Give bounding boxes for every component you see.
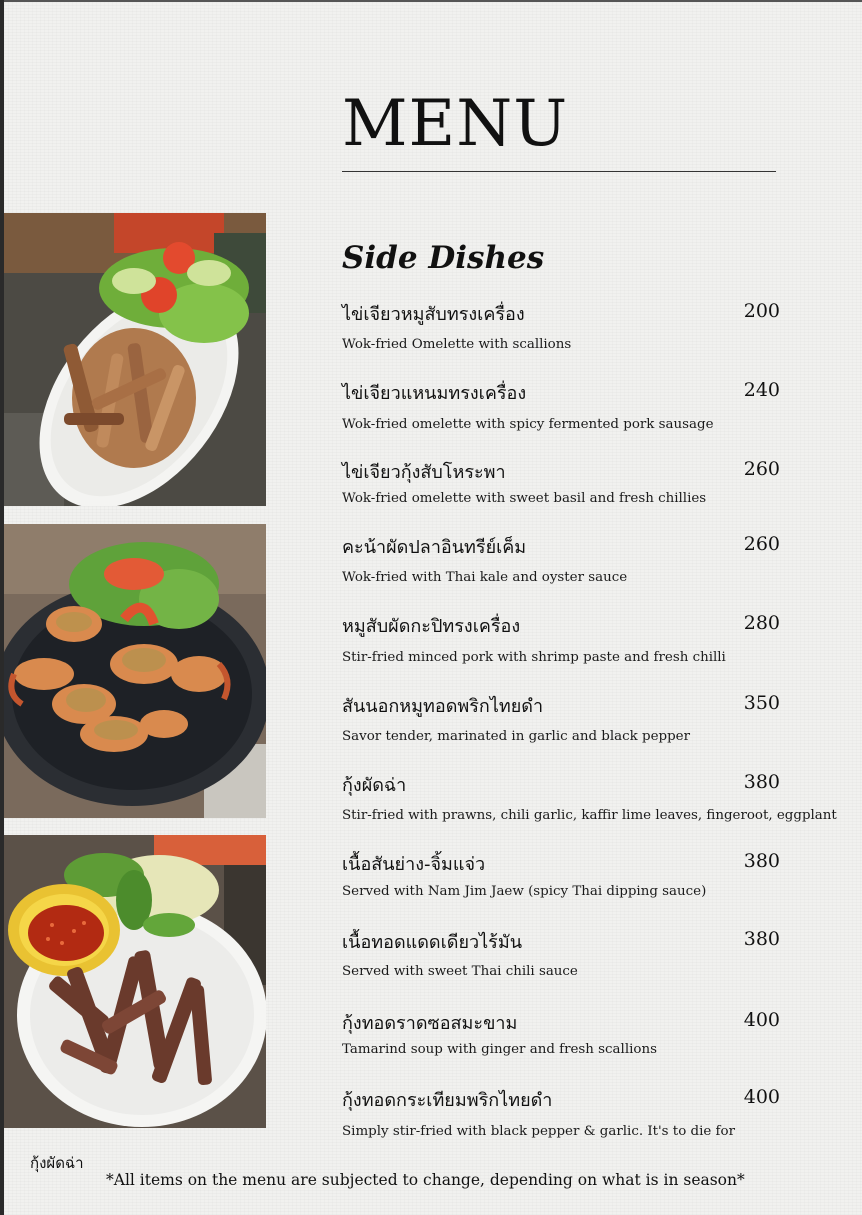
item-price: 260: [743, 458, 780, 480]
item-name: เนื้อทอดแดดเดียวไร้มัน: [342, 932, 522, 953]
title-divider: [342, 171, 776, 172]
item-desc: Savor tender, marinated in garlic and black pepper: [342, 729, 690, 744]
item-desc: Wok-fried omelette with spicy fermented pork sausage: [342, 417, 714, 432]
item-price: 280: [743, 612, 780, 634]
item-price: 380: [743, 771, 780, 793]
section-title: Side Dishes: [342, 240, 545, 276]
item-desc: Served with Nam Jim Jaew (spicy Thai dipping sauce): [342, 884, 707, 899]
item-price: 200: [743, 300, 780, 322]
page-top-edge: [0, 0, 862, 2]
item-price: 400: [743, 1009, 780, 1031]
season-footnote: *All items on the menu are subjected to change, depending on what is in season*: [106, 1171, 745, 1189]
item-price: 380: [743, 850, 780, 872]
item-desc: Tamarind soup with ginger and fresh scallions: [342, 1042, 657, 1057]
item-name: เนื้อสันย่าง-จิ้มแจ่ว: [342, 854, 486, 875]
fried-pork-plate-photo: [4, 213, 266, 506]
item-desc: Stir-fried minced pork with shrimp paste and fresh chilli: [342, 650, 726, 665]
item-price: 260: [743, 533, 780, 555]
item-name: กุ้งทอดกระเทียมพริกไทยดำ: [342, 1090, 553, 1111]
item-desc: Wok-fried Omelette with scallions: [342, 337, 572, 352]
item-desc: Simply stir-fried with black pepper & garlic. It's to die for: [342, 1124, 735, 1139]
item-price: 240: [743, 379, 780, 401]
garlic-prawns-plate-photo: [4, 524, 266, 818]
item-desc: Stir-fried with prawns, chili garlic, kaffir lime leaves, fingeroot, eggplant: [342, 808, 837, 823]
item-price: 380: [743, 928, 780, 950]
page-title: MENU: [342, 87, 569, 161]
item-name: สันนอกหมูทอดพริกไทยดำ: [342, 696, 544, 717]
item-name: กุ้งผัดฉ่า: [342, 775, 407, 796]
item-desc: Wok-fried with Thai kale and oyster sauce: [342, 570, 628, 585]
photo-caption: กุ้งผัดฉ่า: [30, 1154, 84, 1172]
item-desc: Wok-fried omelette with sweet basil and fresh chillies: [342, 491, 707, 506]
item-name: กุ้งทอดราดซอสมะขาม: [342, 1013, 518, 1034]
item-price: 350: [743, 692, 780, 714]
item-name: คะน้าผัดปลาอินทรีย์เค็ม: [342, 537, 527, 558]
item-name: หมูสับผัดกะปิทรงเครื่อง: [342, 616, 521, 637]
item-name: ไข่เจียวหมูสับทรงเครื่อง: [342, 304, 525, 325]
item-name: ไข่เจียวแหนมทรงเครื่อง: [342, 383, 527, 404]
item-name: ไข่เจียวกุ้งสับโหระพา: [342, 462, 506, 483]
item-price: 400: [743, 1086, 780, 1108]
item-desc: Served with sweet Thai chili sauce: [342, 964, 578, 979]
sun-dried-beef-plate-photo: [4, 835, 266, 1128]
